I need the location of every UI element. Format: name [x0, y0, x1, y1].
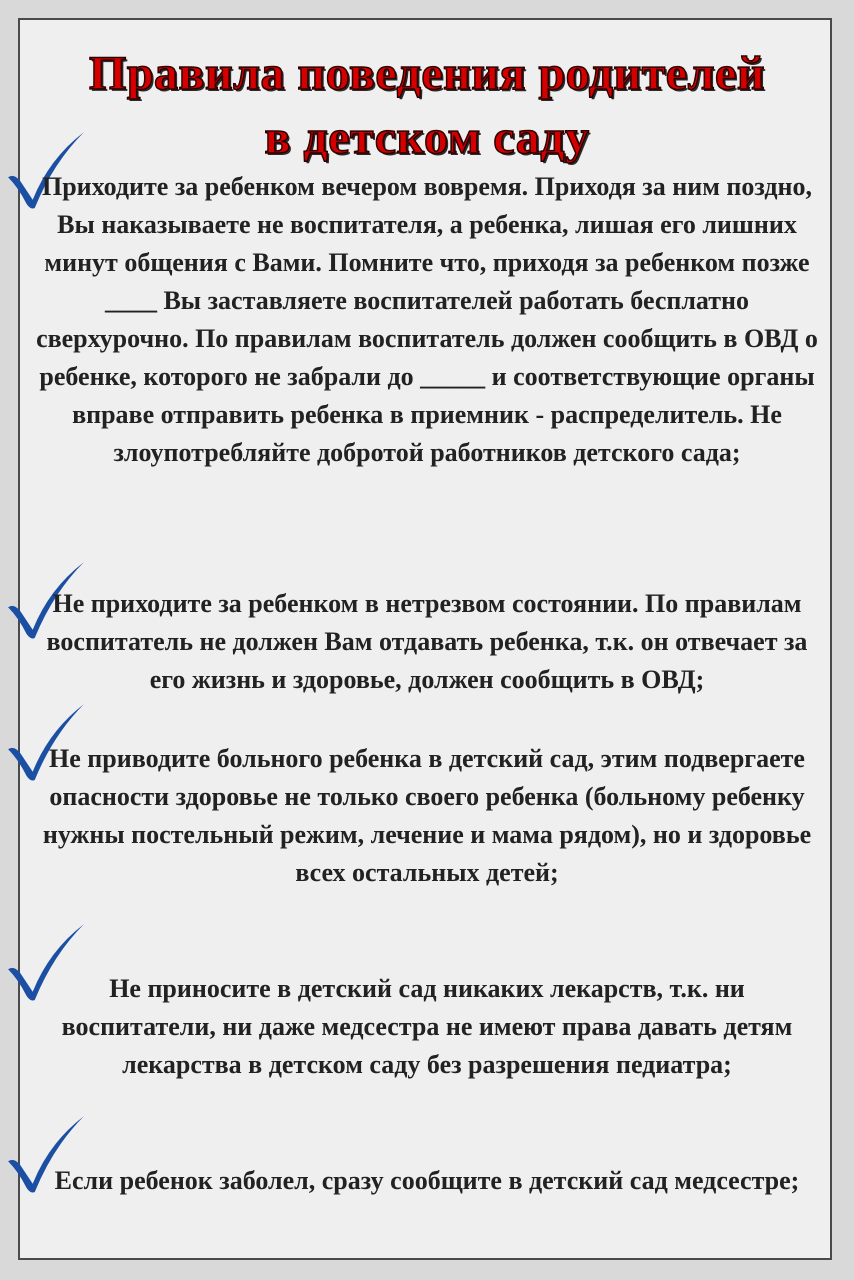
rule-text: Не приводите больного ребенка в детский сад, этим подвергаете опасности здоровье не только своего ребенка (больному ребенку нужны постельный режим, лечение и мама рядом), но и здоровье всех остальных детей; — [42, 744, 812, 887]
rule-text: Если ребенок заболел, сразу сообщите в детский сад медсестре; — [54, 1166, 800, 1195]
title-line-2: в детском саду — [264, 111, 590, 164]
rule-text: Приходите за ребенком вечером вовремя. Приходя за ним поздно, Вы наказываете не воспитателя, а ребенка, лишая его лишних минут общения с Вами. Помните что, приходя за ребенком позже ____ Вы заставляете воспитателей работать бесплатно сверхурочно. По правилам воспитатель должен сообщить в ОВД о ребенке, которого не забрали до _____ и соответствующие органы вправе отправить ребенка в приемник - распределитель. Не злоупотребляйте добротой работников детского сада; — [36, 172, 818, 467]
rule-text: Не приносите в детский сад никаких лекарств, т.к. ни воспитатели, ни даже медсестра не имеют права давать детям лекарства в детском саду без разрешения педиатра; — [61, 974, 793, 1079]
rule-text: Не приходите за ребенком в нетрезвом состоянии. По правилам воспитатель не должен Вам отдавать ребенка, т.к. он отвечает за его жизнь и здоровье, должен сообщить в ОВД; — [46, 589, 808, 694]
title-line-1: Правила поведения родителей — [89, 47, 765, 100]
